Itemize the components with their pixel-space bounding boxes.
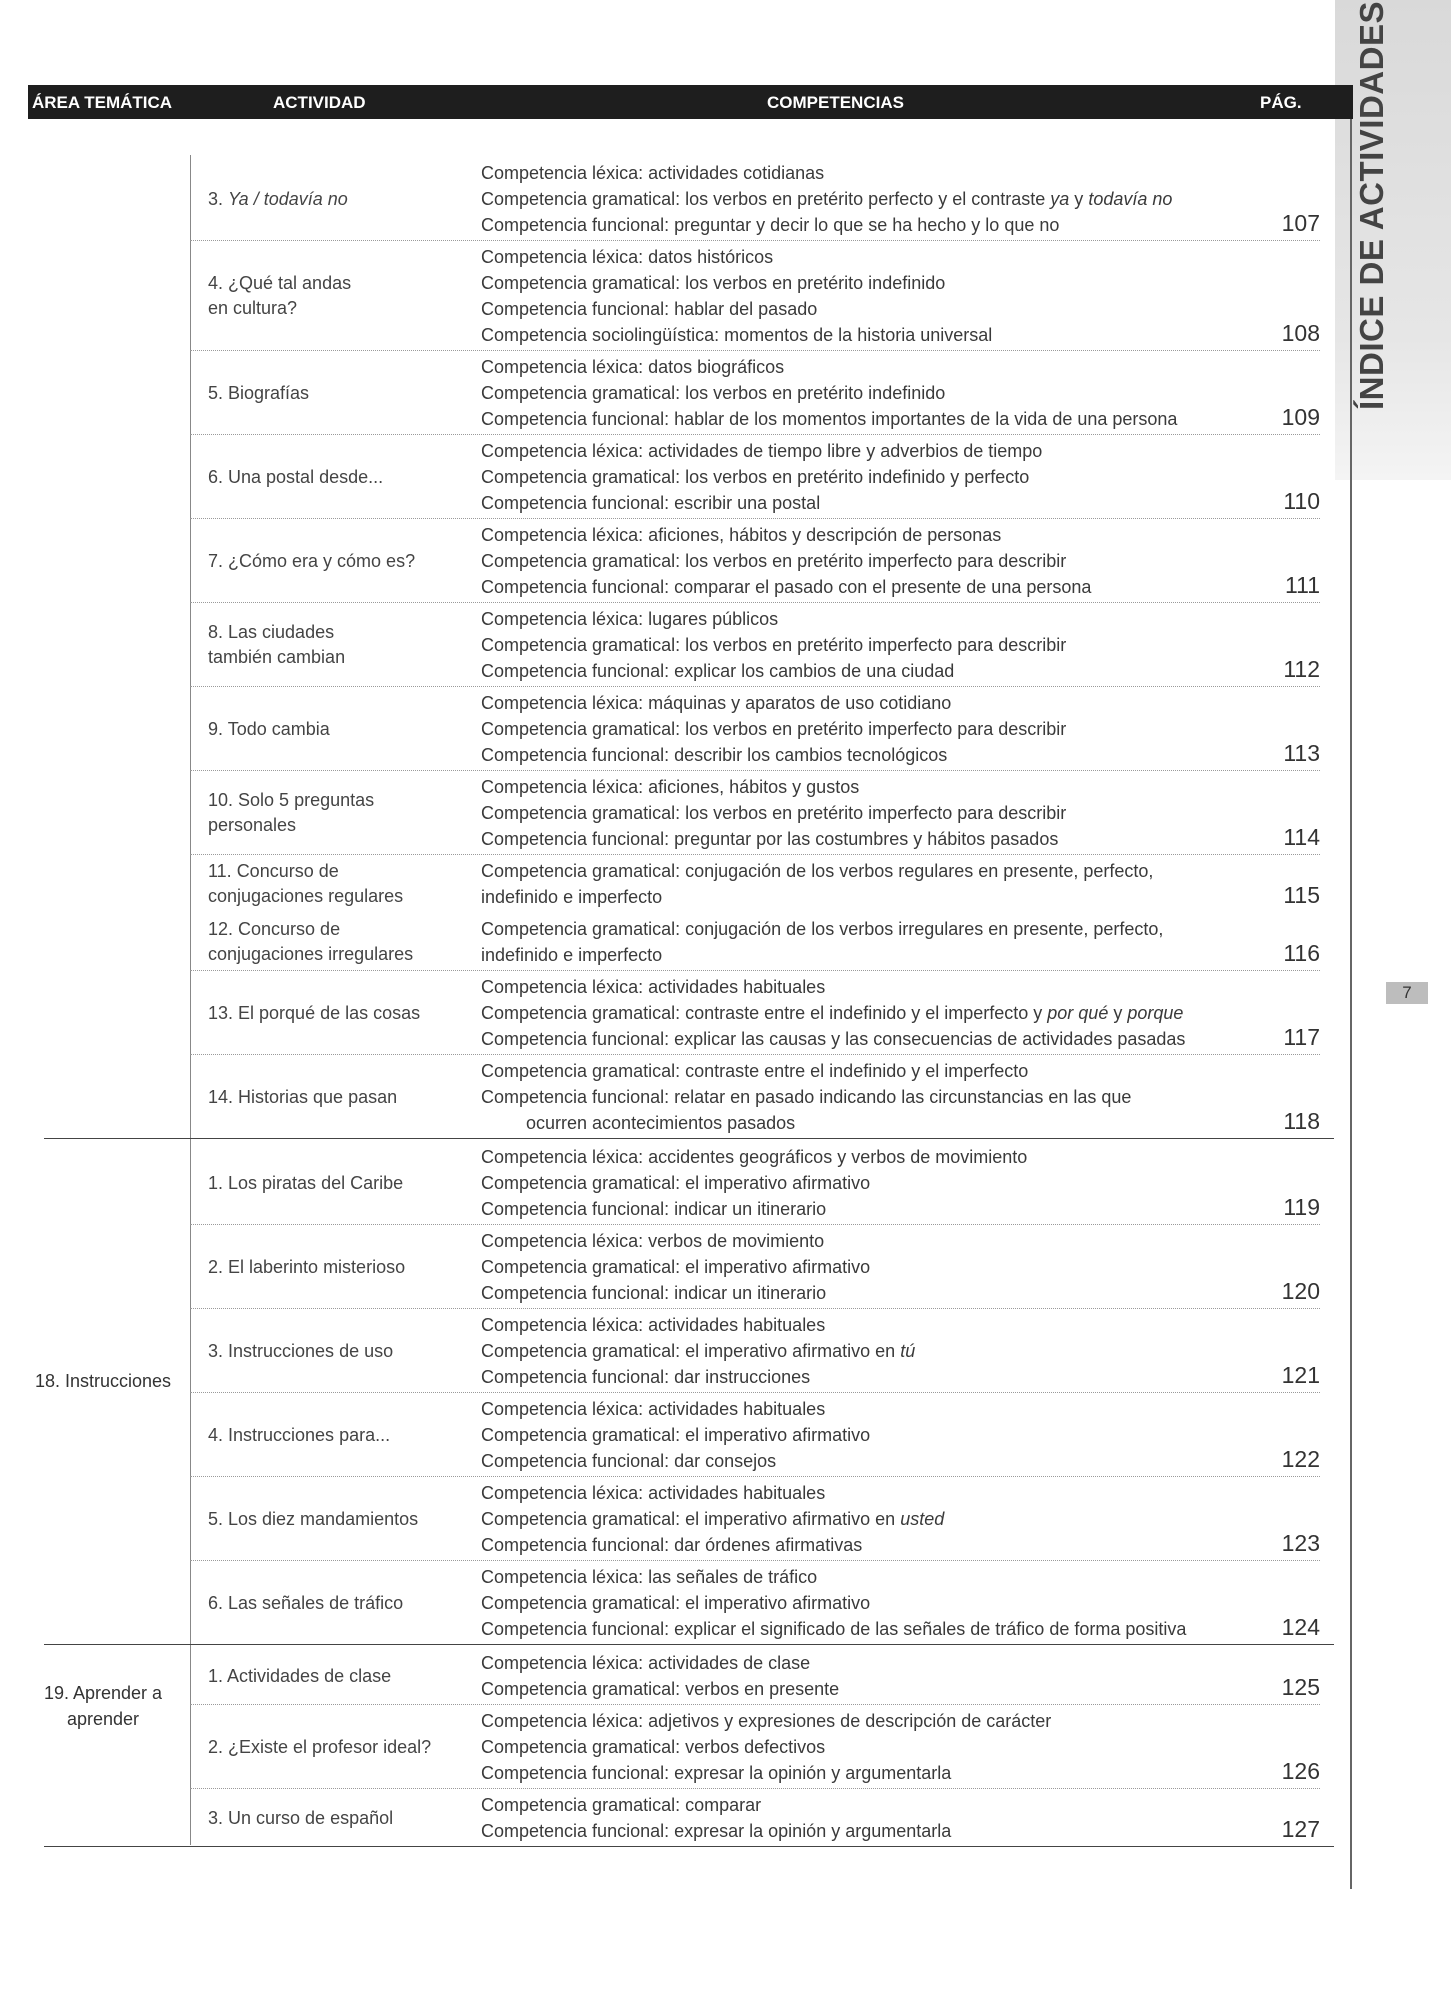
- header-actividad: ACTIVIDAD: [273, 93, 366, 112]
- page-ref: 115: [1283, 882, 1320, 908]
- table-row: [190, 1706, 1320, 1789]
- activity-text: 14. Historias que pasan: [208, 1086, 398, 1107]
- activity-name: [208, 436, 458, 518]
- competencia-line: Competencia gramatical: verbos defectivos: [481, 1737, 826, 1757]
- competencia-line: Competencia léxica: verbos de movimiento: [481, 1231, 825, 1251]
- competencia-line: Competencia funcional: relatar en pasado indicando las circunstancias en las que: [481, 1087, 1132, 1107]
- table-row: [190, 1648, 1320, 1705]
- competencia-line: Competencia léxica: adjetivos y expresiones de descripción de carácter: [481, 1711, 1052, 1731]
- competencia-line: Competencia léxica: aficiones, hábitos y gustos: [481, 777, 860, 797]
- table-row: [44, 1790, 1334, 1847]
- table-row: [190, 604, 1320, 687]
- page-ref: 113: [1283, 740, 1320, 766]
- activity-name: [208, 352, 458, 434]
- activity-text: 3. Ya / todavía no: [208, 188, 348, 209]
- activity-name: [208, 1310, 458, 1392]
- activity-text: 13. El porqué de las cosas: [208, 1002, 421, 1023]
- competencias: [481, 974, 1271, 1052]
- competencias: [481, 522, 1271, 600]
- competencia-line: Competencia funcional: hablar del pasado: [481, 299, 818, 319]
- competencia-line: Competencia léxica: las señales de tráfico: [481, 1567, 818, 1587]
- activity-text: 1. Los piratas del Caribe: [208, 1172, 404, 1193]
- table-header: [28, 85, 1353, 119]
- area-instrucciones: 18. Instrucciones: [34, 1371, 172, 1391]
- competencia-line: Competencia funcional: describir los cambios tecnológicos: [481, 745, 948, 765]
- competencia-line: Competencia gramatical: los verbos en pretérito imperfecto para describir: [481, 551, 1067, 571]
- page-ref: 109: [1281, 404, 1320, 430]
- table-row: [190, 1394, 1320, 1477]
- competencia-line: Competencia gramatical: el imperativo afirmativo: [481, 1257, 871, 1277]
- competencia-line: Competencia gramatical: contraste entre el indefinido y el imperfecto y por qué y porque: [481, 1003, 1184, 1023]
- competencias: [481, 438, 1271, 516]
- table-row: [44, 1056, 1334, 1139]
- competencias: [481, 1312, 1271, 1390]
- table-row: [190, 520, 1320, 603]
- competencias: [481, 1228, 1271, 1306]
- table-row: [190, 1478, 1320, 1561]
- table-row: [190, 856, 1320, 912]
- page-ref: 114: [1283, 824, 1320, 850]
- activity-name: [208, 1562, 458, 1644]
- page-ref: 116: [1283, 940, 1320, 966]
- competencia-line: Competencia léxica: actividades habituales: [481, 1315, 826, 1335]
- page-ref: 112: [1283, 656, 1320, 682]
- page-ref: 108: [1281, 320, 1320, 346]
- competencias: [481, 1564, 1271, 1642]
- competencias: [481, 1058, 1271, 1136]
- competencia-line: Competencia léxica: accidentes geográficos y verbos de movimiento: [481, 1147, 1028, 1167]
- activity-name: [208, 1706, 458, 1788]
- activity-name: [208, 1394, 458, 1476]
- competencia-line: Competencia funcional: explicar los cambios de una ciudad: [481, 661, 955, 681]
- competencia-line: indefinido e imperfecto: [481, 945, 663, 965]
- activity-name: [208, 1478, 458, 1560]
- activity-name: [208, 914, 458, 970]
- activity-name: [208, 242, 458, 350]
- table-row: [190, 242, 1320, 351]
- page-ref: 120: [1281, 1278, 1320, 1304]
- page-ref: 121: [1281, 1362, 1320, 1388]
- activity-name: [208, 972, 458, 1054]
- competencia-line: Competencia léxica: actividades de tiempo libre y adverbios de tiempo: [481, 441, 1043, 461]
- competencia-line: Competencia gramatical: los verbos en pretérito indefinido: [481, 273, 946, 293]
- activity-name: [208, 772, 458, 854]
- competencia-line: Competencia gramatical: los verbos en pretérito imperfecto para describir: [481, 803, 1067, 823]
- table-row: [190, 1142, 1320, 1225]
- activity-text: 7. ¿Cómo era y cómo es?: [208, 550, 416, 571]
- competencias: [481, 1708, 1271, 1786]
- competencia-line: Competencia gramatical: comparar: [481, 1795, 762, 1815]
- header-competencias: COMPETENCIAS: [767, 93, 904, 112]
- competencia-line: Competencia funcional: dar consejos: [481, 1451, 777, 1471]
- page-ref: 124: [1281, 1614, 1320, 1640]
- activity-name: [208, 1226, 458, 1308]
- competencia-line: Competencia léxica: lugares públicos: [481, 609, 779, 629]
- competencia-line: Competencia gramatical: el imperativo afirmativo: [481, 1425, 871, 1445]
- competencia-line: Competencia gramatical: contraste entre el indefinido y el imperfecto: [481, 1061, 1029, 1081]
- competencia-line: Competencia funcional: indicar un itinerario: [481, 1199, 827, 1219]
- competencia-line: Competencia gramatical: los verbos en pretérito imperfecto para describir: [481, 719, 1067, 739]
- header-pag: PÁG.: [1260, 93, 1302, 112]
- activity-text: 2. ¿Existe el profesor ideal?: [208, 1736, 432, 1757]
- competencia-line: Competencia gramatical: conjugación de los verbos irregulares en presente, perfecto,: [481, 919, 1164, 939]
- competencias: [481, 1792, 1271, 1844]
- competencias: [481, 858, 1271, 910]
- competencia-line: Competencia léxica: actividades habituales: [481, 977, 826, 997]
- side-title: ÍNDICE DE ACTIVIDADES: [1353, 1, 1390, 410]
- activity-name: [208, 520, 458, 602]
- page-ref: 125: [1281, 1674, 1320, 1700]
- competencia-line: Competencia funcional: dar instrucciones: [481, 1367, 811, 1387]
- table-row: [190, 772, 1320, 855]
- competencia-line: Competencia gramatical: los verbos en pretérito indefinido y perfecto: [481, 467, 1030, 487]
- table-row: [44, 1562, 1334, 1645]
- right-rule: [1350, 119, 1352, 1889]
- competencia-line: Competencia funcional: expresar la opinión y argumentarla: [481, 1821, 952, 1841]
- competencias: [481, 606, 1271, 684]
- competencia-line: Competencia funcional: hablar de los momentos importantes de la vida de una persona: [481, 409, 1178, 429]
- page-ref: 107: [1281, 210, 1320, 236]
- competencia-line: Competencia léxica: actividades habituales: [481, 1399, 826, 1419]
- activity-text: 12. Concurso de conjugaciones irregulares: [208, 919, 414, 964]
- page-ref: 127: [1281, 1816, 1320, 1842]
- page-ref: 117: [1283, 1024, 1320, 1050]
- competencias: [481, 1650, 1271, 1702]
- competencia-line: Competencia funcional: explicar las causas y las consecuencias de actividades pasadas: [481, 1029, 1186, 1049]
- activity-text: 3. Instrucciones de uso: [208, 1340, 394, 1361]
- competencia-line: Competencia léxica: aficiones, hábitos y descripción de personas: [481, 525, 1002, 545]
- table-row: [190, 688, 1320, 771]
- activity-text: 1. Actividades de clase: [208, 1665, 392, 1686]
- competencia-line: Competencia gramatical: el imperativo afirmativo en tú: [481, 1341, 916, 1361]
- competencias: [481, 1396, 1271, 1474]
- activity-name: [208, 1648, 458, 1704]
- table-row: [190, 914, 1320, 971]
- table-row: [190, 352, 1320, 435]
- competencias: [481, 1144, 1271, 1222]
- competencia-line: indefinido e imperfecto: [481, 887, 663, 907]
- page-ref: 123: [1281, 1530, 1320, 1556]
- competencia-line: ocurren acontecimientos pasados: [526, 1113, 796, 1133]
- page-ref: 126: [1281, 1758, 1320, 1784]
- competencia-line: Competencia léxica: datos históricos: [481, 247, 774, 267]
- competencia-line: Competencia gramatical: el imperativo afirmativo: [481, 1593, 871, 1613]
- table-row: [190, 436, 1320, 519]
- competencias: [481, 160, 1271, 238]
- competencia-line: Competencia gramatical: verbos en presente: [481, 1679, 840, 1699]
- activity-name: [208, 158, 458, 240]
- competencia-line: Competencia gramatical: los verbos en pretérito perfecto y el contraste ya y todavía no: [481, 189, 1173, 209]
- competencia-line: Competencia gramatical: conjugación de los verbos regulares en presente, perfecto,: [481, 861, 1154, 881]
- competencia-line: Competencia léxica: actividades cotidianas: [481, 163, 825, 183]
- header-area: ÁREA TEMÁTICA: [32, 93, 173, 112]
- competencia-line: Competencia léxica: actividades de clase: [481, 1653, 811, 1673]
- page-ref: 122: [1281, 1446, 1320, 1472]
- competencia-line: Competencia funcional: preguntar por las costumbres y hábitos pasados: [481, 829, 1059, 849]
- competencia-line: Competencia gramatical: los verbos en pretérito indefinido: [481, 383, 946, 403]
- table-row: [190, 972, 1320, 1055]
- activity-text: 10. Solo 5 preguntas personales: [208, 790, 375, 835]
- activity-text: 3. Un curso de español: [208, 1807, 394, 1828]
- activity-text: 6. Una postal desde...: [208, 466, 384, 487]
- activity-name: [208, 1056, 458, 1138]
- activity-text: 5. Biografías: [208, 382, 310, 403]
- competencia-line: Competencia funcional: comparar el pasado con el presente de una persona: [481, 577, 1092, 597]
- page-number: 7: [1386, 982, 1428, 1004]
- competencia-line: Competencia gramatical: los verbos en pretérito imperfecto para describir: [481, 635, 1067, 655]
- page-ref: 110: [1283, 488, 1320, 514]
- competencias: [481, 1480, 1271, 1558]
- activity-text: 4. Instrucciones para...: [208, 1424, 391, 1445]
- activity-text: 11. Concurso de conjugaciones regulares: [208, 861, 404, 906]
- competencia-line: Competencia léxica: datos biográficos: [481, 357, 785, 377]
- activity-name: [208, 688, 458, 770]
- competencia-line: Competencia gramatical: el imperativo afirmativo: [481, 1173, 871, 1193]
- activity-text: 8. Las ciudades también cambian: [208, 622, 346, 667]
- table-row: [190, 1226, 1320, 1309]
- competencia-line: Competencia gramatical: el imperativo afirmativo en usted: [481, 1509, 945, 1529]
- competencias: [481, 916, 1271, 968]
- activity-text: 4. ¿Qué tal andas en cultura?: [208, 273, 352, 318]
- activity-text: 5. Los diez mandamientos: [208, 1508, 419, 1529]
- competencia-line: Competencia funcional: escribir una postal: [481, 493, 821, 513]
- activity-name: [208, 856, 458, 912]
- competencias: [481, 774, 1271, 852]
- competencia-line: Competencia sociolingüística: momentos de la historia universal: [481, 325, 993, 345]
- activity-name: [208, 604, 458, 686]
- activity-text: 2. El laberinto misterioso: [208, 1256, 406, 1277]
- table-row: [190, 158, 1320, 241]
- activity-text: 6. Las señales de tráfico: [208, 1592, 404, 1613]
- area-aprender: 19. Aprender a aprender: [43, 1683, 163, 1729]
- page-ref: 118: [1283, 1108, 1320, 1134]
- table-row: [190, 1310, 1320, 1393]
- competencia-line: Competencia léxica: actividades habituales: [481, 1483, 826, 1503]
- page-ref: 111: [1285, 572, 1320, 598]
- activity-text: 9. Todo cambia: [208, 718, 330, 739]
- competencias: [481, 244, 1271, 348]
- competencia-line: Competencia funcional: indicar un itinerario: [481, 1283, 827, 1303]
- competencia-line: Competencia funcional: expresar la opinión y argumentarla: [481, 1763, 952, 1783]
- activity-name: [208, 1790, 458, 1846]
- page-ref: 119: [1283, 1194, 1320, 1220]
- competencias: [481, 690, 1271, 768]
- competencia-line: Competencia funcional: preguntar y decir lo que se ha hecho y lo que no: [481, 215, 1060, 235]
- activity-name: [208, 1142, 458, 1224]
- competencias: [481, 354, 1271, 432]
- competencia-line: Competencia funcional: dar órdenes afirmativas: [481, 1535, 863, 1555]
- competencia-line: Competencia léxica: máquinas y aparatos de uso cotidiano: [481, 693, 952, 713]
- competencia-line: Competencia funcional: explicar el significado de las señales de tráfico de forma positiva: [481, 1619, 1187, 1639]
